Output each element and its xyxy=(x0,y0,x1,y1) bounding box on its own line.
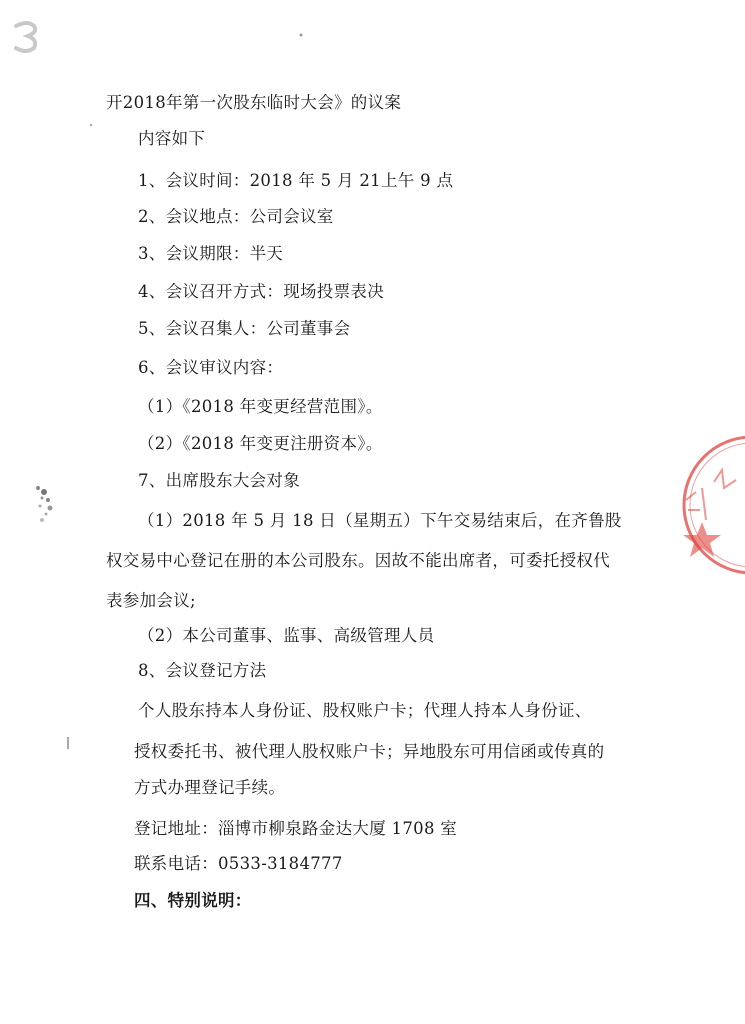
attendees-sub-2: （2）本公司董事、监事、高级管理人员 xyxy=(138,626,435,645)
item-4-meeting-method: 4、会议召开方式：现场投票表决 xyxy=(138,282,384,301)
item-2-meeting-place: 2、会议地点：公司会议室 xyxy=(138,207,334,226)
scan-speck-icon xyxy=(30,478,60,528)
contact-phone: 联系电话：0533-3184777 xyxy=(134,854,343,873)
registration-address: 登记地址：淄博市柳泉路金达大厦 1708 室 xyxy=(134,819,458,838)
doc-title-line: 开2018年第一次股东临时大会》的议案 xyxy=(106,93,402,112)
item-1-meeting-time: 1、会议时间：2018 年 5 月 21上午 9 点 xyxy=(138,171,454,190)
attendees-sub-1-line-3: 表参加会议; xyxy=(106,591,196,610)
agenda-sub-2: （2）《2018 年变更注册资本》。 xyxy=(138,434,383,453)
scan-speck-icon xyxy=(64,734,74,754)
attendees-sub-1-line-2: 权交易中心登记在册的本公司股东。因故不能出席者，可委托授权代 xyxy=(106,551,610,570)
item-3-meeting-duration: 3、会议期限：半天 xyxy=(138,244,284,263)
item-5-convener: 5、会议召集人：公司董事会 xyxy=(138,319,351,338)
section-4-heading: 四、特别说明： xyxy=(134,891,252,910)
item-8-registration: 8、会议登记方法 xyxy=(138,661,267,680)
scan-speck-icon xyxy=(86,120,96,130)
content-intro: 内容如下 xyxy=(138,129,206,148)
item-6-agenda: 6、会议审议内容： xyxy=(138,358,284,377)
attendees-sub-1-line-1: （1）2018 年 5 月 18 日（星期五）下午交易结束后，在齐鲁股 xyxy=(138,511,622,530)
agenda-sub-1: （1）《2018 年变更经营范围》。 xyxy=(138,397,383,416)
registration-line-3: 方式办理登记手续。 xyxy=(134,778,286,797)
registration-line-2: 授权委托书、被代理人股权账户卡；异地股东可用信函或传真的 xyxy=(134,742,605,761)
registration-line-1: 个人股东持本人身份证、股权账户卡；代理人持本人身份证、 xyxy=(138,701,592,720)
company-seal-icon xyxy=(662,430,745,580)
item-7-attendees: 7、出席股东大会对象 xyxy=(138,471,300,490)
scan-mark-icon xyxy=(8,16,44,56)
scan-speck-icon xyxy=(296,30,306,40)
